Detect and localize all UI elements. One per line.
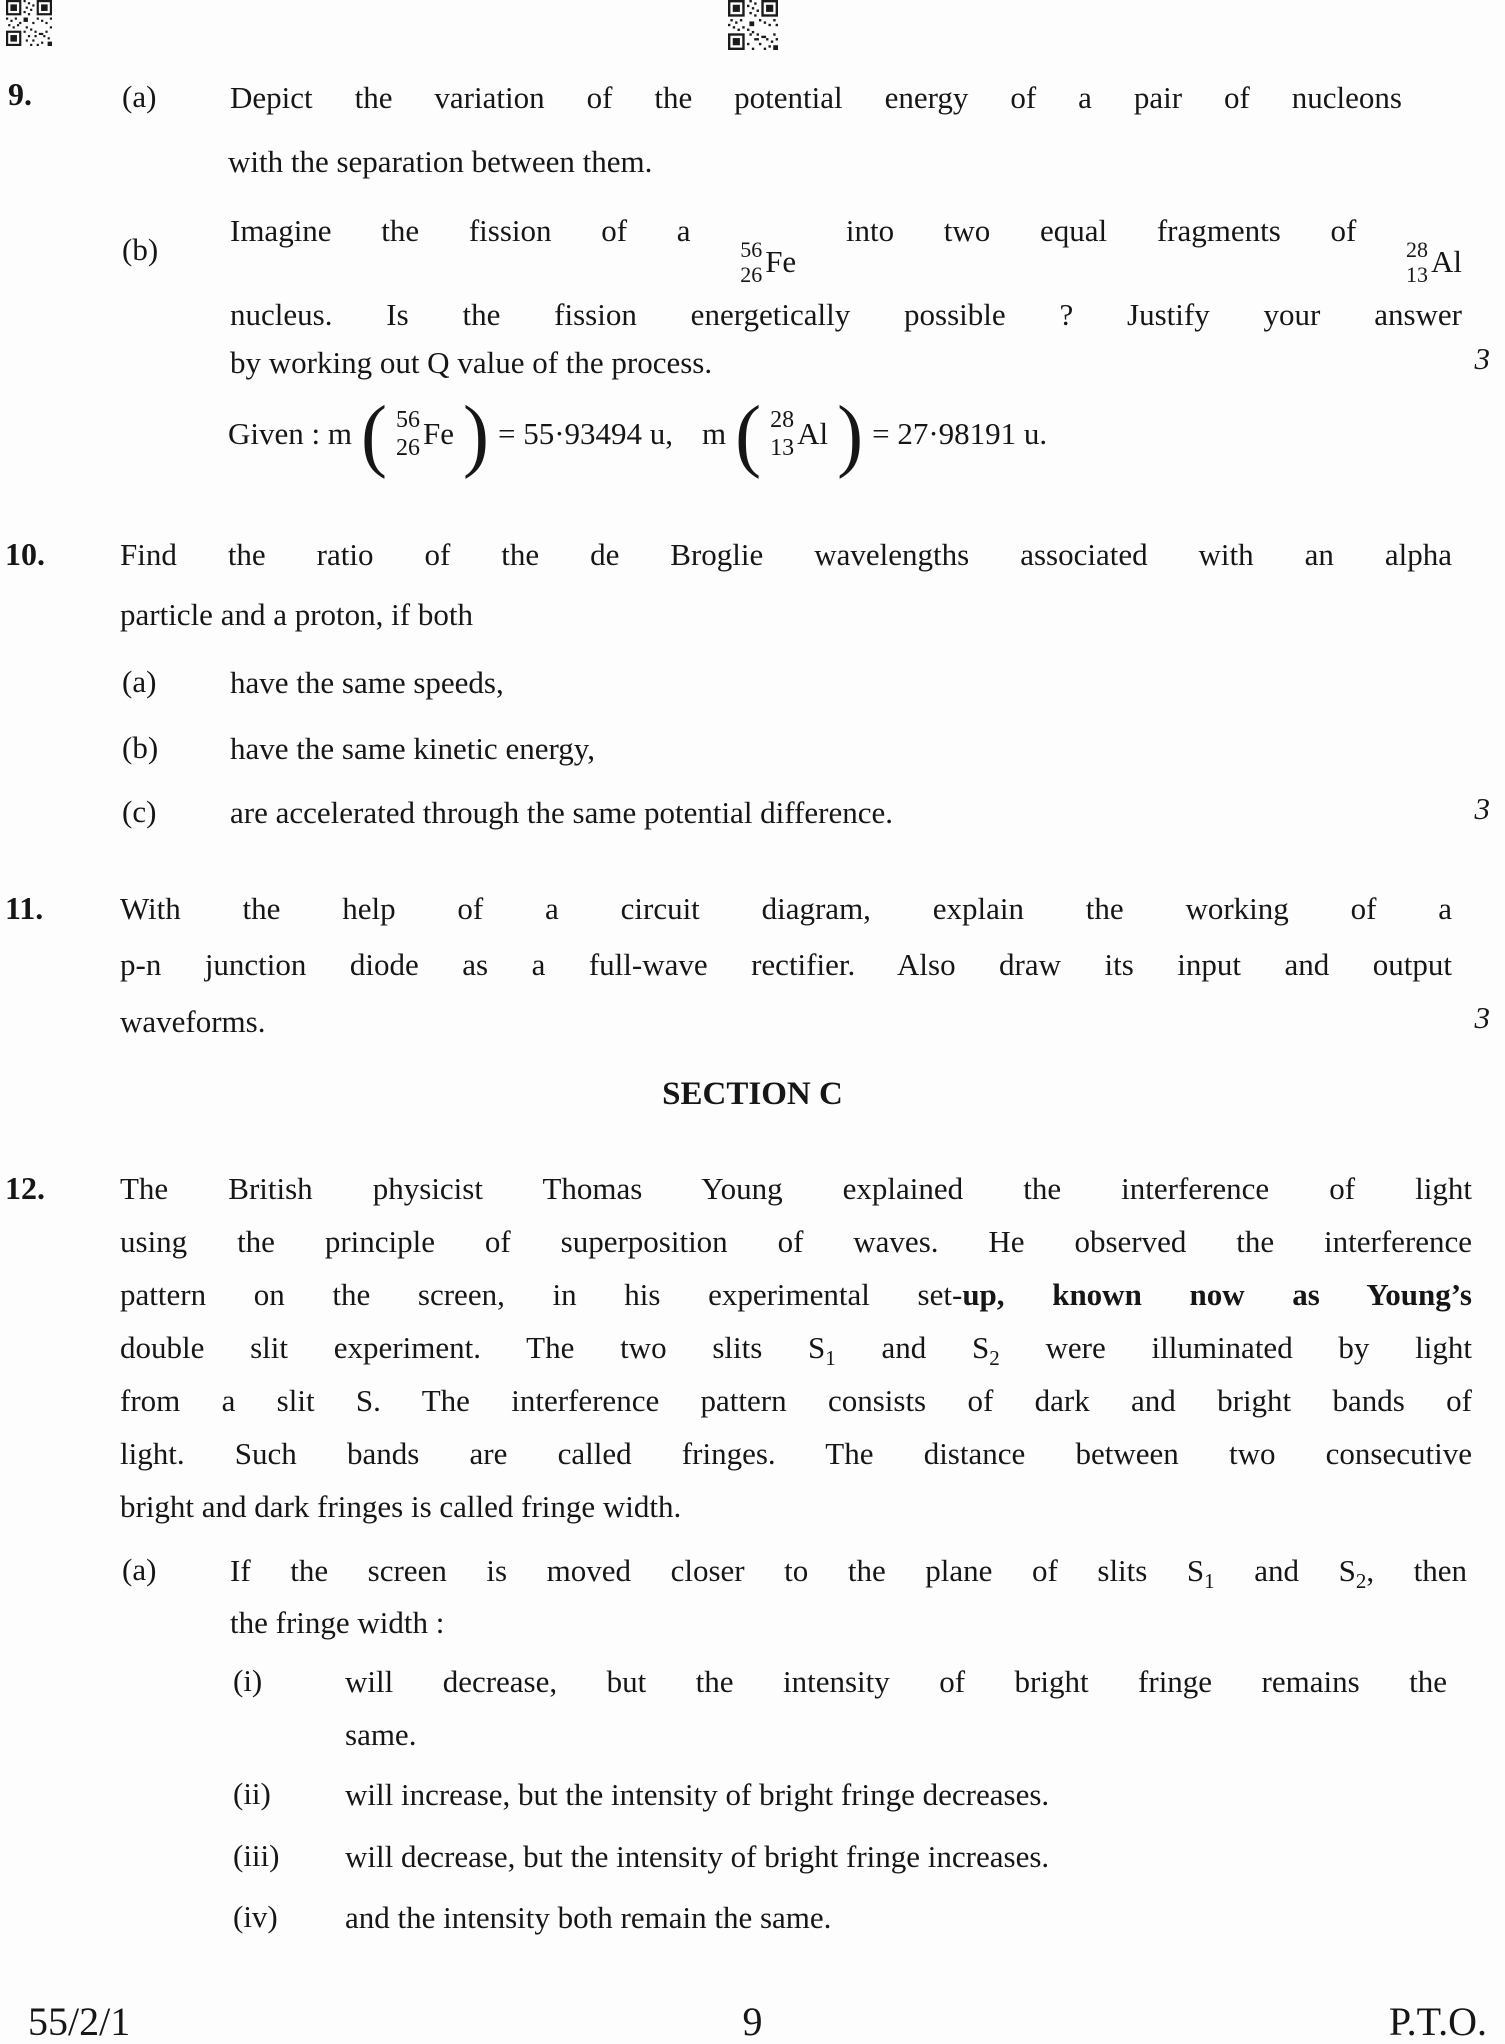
section-c-heading: SECTION C <box>662 1076 843 1112</box>
nuclide-mass: 56 <box>740 237 763 262</box>
q12-line6: light. Such bands are called fringes. The distance between two consecutive <box>120 1436 1472 1471</box>
q12-line4-pre: double slit experiment. The two slits S <box>120 1330 826 1365</box>
nuclide-symbol: Al <box>797 415 829 451</box>
q9b-line2: nucleus. Is the fission energetically possible ? Justify your answer <box>230 297 1462 332</box>
q9a-line1: Depict the variation of the potential energy of a pair of nucleons <box>230 80 1402 115</box>
nuclide-mass: 28 <box>770 407 795 433</box>
nuclide-al <box>770 406 828 462</box>
q9b-line1 <box>230 212 1462 287</box>
question-9-number: 9. <box>8 76 32 112</box>
pto-label: P.T.O. <box>1388 1999 1487 2044</box>
q9a-line2: with the separation between them. <box>228 144 653 179</box>
q9b-text-pre: Imagine the fission of a <box>230 213 741 248</box>
q11-line3: waveforms. <box>120 1004 266 1039</box>
q12-line3 <box>120 1276 1472 1315</box>
question-10-number: 10. <box>5 536 45 572</box>
slit-2-subscript: 2 <box>989 1346 1000 1371</box>
q9-part-b-label: (b) <box>122 232 159 267</box>
q12-line5: from a slit S. The interference pattern consists of dark and bright bands of <box>120 1383 1472 1418</box>
q10-option-a-label: (a) <box>122 664 157 699</box>
q12-option-iii-label: (iii) <box>233 1838 280 1873</box>
q11-line2: p-n junction diode as a full-wave rectifier. Also draw its input and output <box>120 947 1452 982</box>
open-paren: ( <box>735 387 762 480</box>
q12a-line2: the fringe width : <box>230 1605 445 1640</box>
q12-line2: using the principle of superposition of waves. He observed the interference <box>120 1224 1472 1259</box>
q12a-line1 <box>230 1552 1467 1594</box>
q12-line4-post: were illuminated by light <box>999 1330 1473 1365</box>
paper-code: 55/2/1 <box>28 1999 131 2044</box>
q9b-line3: by working out Q value of the process. <box>230 345 713 380</box>
slit-1-subscript: 1 <box>825 1346 836 1371</box>
slit-1-subscript: 1 <box>1204 1569 1215 1594</box>
q10-line2: particle and a proton, if both <box>120 597 473 632</box>
open-paren: ( <box>361 387 387 480</box>
q10-option-c-text: are accelerated through the same potential difference. <box>230 795 893 830</box>
q12-part-a-label: (a) <box>122 1552 157 1587</box>
q12-option-i-line2: same. <box>345 1717 417 1752</box>
nuclide-al <box>1406 237 1462 287</box>
nuclide-symbol: Fe <box>765 243 797 279</box>
q12-line3-pre: pattern on the screen, in his experimental set- <box>120 1277 963 1312</box>
qr-code-icon <box>728 0 778 50</box>
nuclide-mass: 28 <box>1406 237 1428 262</box>
close-paren: ) <box>837 387 864 480</box>
q12-option-iii-line1: will decrease, but the intensity of bright fringe increases. <box>345 1839 1050 1874</box>
page-number: 9 <box>742 1999 763 2044</box>
qr-code-icon <box>2 0 56 46</box>
q12-line7: bright and dark fringes is called fringe width. <box>120 1489 682 1524</box>
q12a-line1-pre: If the screen is moved closer to the plane of slits S <box>230 1553 1205 1588</box>
q12-line4-mid: and S <box>835 1330 990 1365</box>
q10-option-b-label: (b) <box>122 730 159 765</box>
q12-option-ii-label: (ii) <box>233 1776 271 1811</box>
nuclide-atomic-number: 26 <box>740 262 763 287</box>
q12-option-i-line1: will decrease, but the intensity of bright fringe remains the <box>345 1664 1447 1699</box>
q12-line3-bold: up, known now as Young’s <box>962 1277 1472 1312</box>
nuclide-mass: 56 <box>395 407 420 433</box>
given-m-symbol: m <box>702 415 727 451</box>
question-12-number: 12. <box>5 1170 45 1206</box>
q9-given-line <box>228 387 1048 480</box>
q12a-line1-post: , then <box>1366 1553 1468 1588</box>
nuclide-atomic-number: 13 <box>770 435 795 461</box>
q10-option-b-text: have the same kinetic energy, <box>230 731 595 766</box>
q12-option-ii-line1: will increase, but the intensity of bright fringe decreases. <box>345 1777 1050 1812</box>
close-paren: ) <box>462 387 489 480</box>
q10-marks: 3 <box>1474 791 1490 826</box>
question-11-number: 11. <box>5 890 44 926</box>
nuclide-symbol: Fe <box>422 415 454 451</box>
q9b-text-mid: into two equal fragments of <box>796 213 1406 248</box>
q9-part-a-label: (a) <box>122 79 157 114</box>
given-mass-value-fe: = 55·93494 u, <box>497 415 674 451</box>
q10-line1: Find the ratio of the de Broglie wavelengths associated with an alpha <box>120 537 1452 572</box>
q12-line4 <box>120 1329 1472 1371</box>
q11-line1: With the help of a circuit diagram, explain the working of a <box>120 891 1452 926</box>
q12-line1: The British physicist Thomas Young explained the interference of light <box>120 1171 1472 1206</box>
q12-option-iv-label: (iv) <box>233 1899 278 1934</box>
nuclide-fe <box>740 237 796 287</box>
given-label: Given : m <box>228 415 352 451</box>
given-mass-value-al: = 27·98191 u. <box>872 415 1048 451</box>
q12-option-i-label: (i) <box>233 1663 263 1698</box>
q12-option-iv-line1: and the intensity both remain the same. <box>345 1900 832 1935</box>
q10-option-c-label: (c) <box>122 794 157 829</box>
q10-option-a-text: have the same speeds, <box>230 665 504 700</box>
q11-marks: 3 <box>1474 1000 1490 1035</box>
q12a-line1-mid: and S <box>1214 1553 1356 1588</box>
nuclide-fe <box>396 406 454 462</box>
nuclide-symbol: Al <box>1431 243 1462 279</box>
nuclide-atomic-number: 13 <box>1406 262 1428 287</box>
q9-marks: 3 <box>1474 341 1490 376</box>
slit-2-subscript: 2 <box>1355 1569 1367 1594</box>
nuclide-atomic-number: 26 <box>395 435 420 461</box>
